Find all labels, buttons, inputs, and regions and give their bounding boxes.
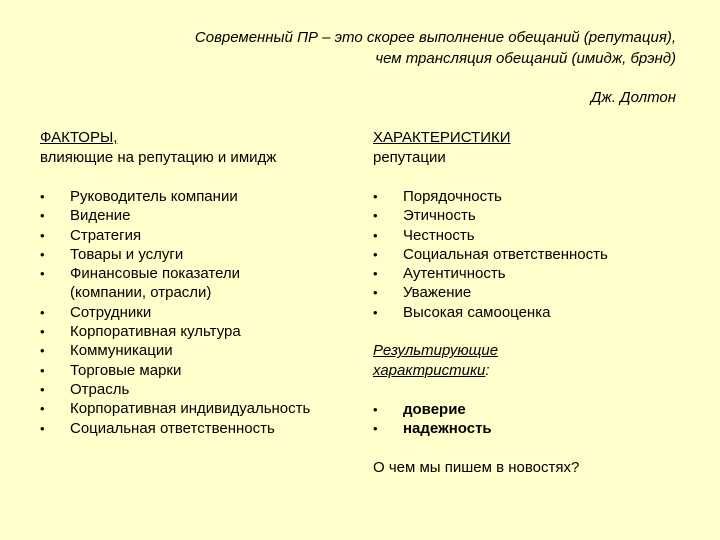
list-item-text: Финансовые показатели bbox=[70, 265, 241, 283]
list-item-text: Честность bbox=[403, 226, 475, 244]
factor-item bbox=[40, 187, 360, 206]
list-item-text: Видение bbox=[70, 207, 131, 225]
factors-heading bbox=[40, 128, 360, 168]
bullet-icon: • bbox=[373, 227, 378, 243]
result-title-colon: : bbox=[485, 362, 490, 380]
factor-item bbox=[40, 322, 360, 341]
bullet-icon: • bbox=[373, 208, 378, 224]
characteristic-item bbox=[373, 245, 693, 264]
factor-item bbox=[40, 303, 360, 322]
factor-item bbox=[40, 419, 360, 438]
characteristic-item bbox=[373, 283, 693, 302]
list-item-text: Корпоративная культура bbox=[70, 323, 241, 341]
bullet-icon: • bbox=[40, 304, 45, 320]
list-item-text: Корпоративная индивидуальность bbox=[70, 400, 311, 418]
characteristics-heading-subtitle: репутации bbox=[373, 149, 446, 166]
characteristic-item bbox=[373, 226, 693, 245]
factor-item bbox=[40, 264, 360, 303]
bullet-icon: • bbox=[373, 189, 378, 204]
bullet-icon: • bbox=[40, 362, 45, 378]
list-item-text: Порядочность bbox=[403, 188, 502, 205]
resulting-characteristics-title bbox=[373, 341, 693, 381]
resulting-characteristics-list bbox=[373, 400, 693, 439]
factor-item bbox=[40, 361, 360, 380]
bullet-icon: • bbox=[40, 343, 45, 359]
characteristic-item bbox=[373, 187, 693, 206]
list-item-text: Отрасль bbox=[70, 380, 130, 398]
result-item bbox=[373, 400, 693, 419]
list-item-text: Аутентичность bbox=[403, 265, 506, 283]
bullet-icon: • bbox=[373, 285, 378, 301]
bullet-icon: • bbox=[40, 246, 45, 262]
list-item-text: Коммуникации bbox=[70, 342, 173, 360]
list-item-text: Сотрудники bbox=[70, 303, 152, 321]
bullet-icon: • bbox=[373, 421, 378, 437]
list-item-text: Уважение bbox=[403, 284, 472, 302]
factor-item bbox=[40, 380, 360, 399]
factors-column bbox=[40, 128, 360, 438]
list-item-text: надежность bbox=[403, 420, 492, 438]
bullet-icon: • bbox=[373, 304, 378, 320]
epigraph-quote bbox=[100, 27, 676, 69]
characteristics-list bbox=[373, 187, 693, 322]
characteristic-item bbox=[373, 206, 693, 225]
result-title-line-1: Результирующие bbox=[373, 342, 499, 360]
bullet-icon: • bbox=[373, 402, 378, 418]
factor-item bbox=[40, 206, 360, 225]
quote-line-1: Современный ПР – это скорее выполнение обещаний (репутация), bbox=[194, 29, 676, 46]
quote-author: Дж. Долтон bbox=[590, 89, 676, 106]
list-item-text: Руководитель компании bbox=[70, 188, 238, 205]
list-item-text: Социальная ответственность bbox=[403, 245, 608, 263]
factor-item bbox=[40, 245, 360, 264]
list-item-text: доверие bbox=[403, 401, 466, 419]
bullet-icon: • bbox=[373, 246, 378, 262]
result-title-word: характристики bbox=[373, 362, 486, 380]
characteristics-heading bbox=[373, 128, 693, 168]
list-item-text: Торговые марки bbox=[70, 361, 182, 379]
characteristics-column bbox=[373, 128, 693, 478]
list-item-text: Высокая самооценка bbox=[403, 303, 551, 321]
characteristics-heading-title: ХАРАКТЕРИСТИКИ bbox=[373, 129, 511, 146]
bullet-icon: • bbox=[373, 266, 378, 282]
bullet-icon: • bbox=[40, 227, 45, 243]
bullet-icon: • bbox=[40, 208, 45, 224]
list-item-text: Товары и услуги bbox=[70, 245, 184, 263]
bullet-icon: • bbox=[40, 189, 45, 204]
list-item-subtext: (компании, отрасли) bbox=[70, 284, 212, 302]
list-item-text: Стратегия bbox=[70, 226, 142, 244]
result-item bbox=[373, 419, 693, 438]
bullet-icon: • bbox=[40, 324, 45, 340]
bullet-icon: • bbox=[40, 420, 45, 436]
characteristic-item bbox=[373, 264, 693, 283]
list-item-text: Этичность bbox=[403, 207, 476, 225]
factor-item bbox=[40, 399, 360, 418]
characteristic-item bbox=[373, 303, 693, 322]
factors-heading-title: ФАКТОРЫ, bbox=[40, 129, 118, 146]
factor-item bbox=[40, 226, 360, 245]
bullet-icon: • bbox=[40, 266, 45, 282]
result-title-line-2 bbox=[373, 361, 693, 381]
factors-list bbox=[40, 187, 360, 438]
bullet-icon: • bbox=[40, 381, 45, 397]
news-question: О чем мы пишем в новостях? bbox=[373, 458, 580, 476]
factors-heading-subtitle: влияющие на репутацию и имидж bbox=[40, 149, 277, 166]
factor-item bbox=[40, 341, 360, 360]
list-item-text: Социальная ответственность bbox=[70, 419, 275, 437]
quote-line-2: чем трансляция обещаний (имидж, брэнд) bbox=[375, 50, 676, 67]
bullet-icon: • bbox=[40, 401, 45, 417]
